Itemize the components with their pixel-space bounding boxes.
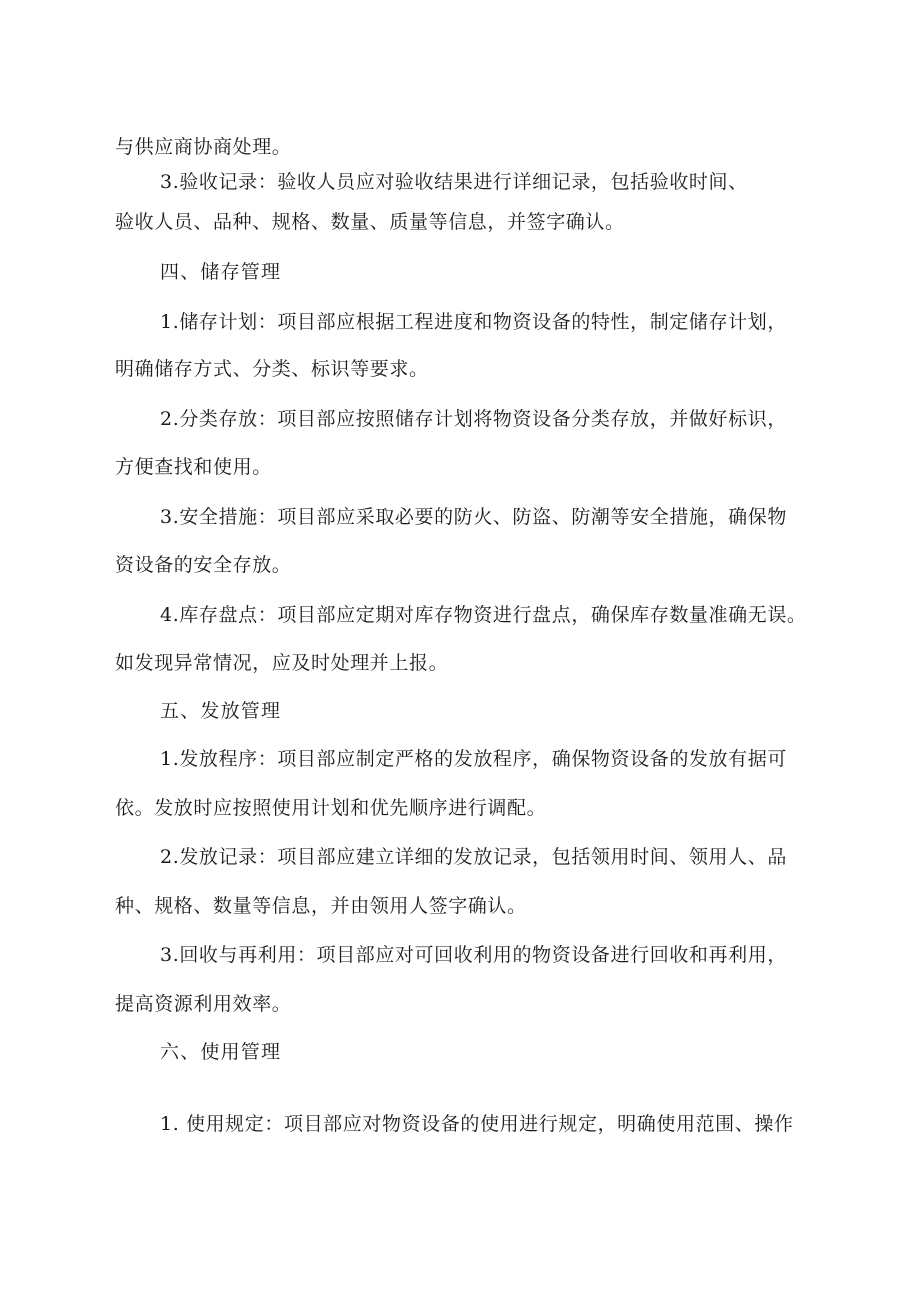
- paragraph-line: 1.储存计划：项目部应根据工程进度和物资设备的特性，制定储存计划，: [160, 311, 787, 333]
- paragraph-line: 1. 使用规定：项目部应对物资设备的使用进行规定，明确使用范围、操作: [160, 1113, 794, 1135]
- paragraph-line: 如发现异常情况，应及时处理并上报。: [115, 652, 449, 674]
- paragraph-line: 1.发放程序：项目部应制定严格的发放程序，确保物资设备的发放有据可: [160, 748, 787, 770]
- paragraph-line: 3.验收记录：验收人员应对验收结果进行详细记录，包括验收时间、: [160, 171, 748, 193]
- section-heading: 四、储存管理: [160, 261, 282, 283]
- paragraph-line: 2.发放记录：项目部应建立详细的发放记录，包括领用时间、领用人、品: [160, 846, 787, 868]
- paragraph-line: 3.安全措施：项目部应采取必要的防火、防盗、防潮等安全措施，确保物: [160, 506, 787, 528]
- paragraph-line: 验收人员、品种、规格、数量、质量等信息，并签字确认。: [115, 211, 625, 233]
- paragraph-line: 4.库存盘点：项目部应定期对库存物资进行盘点，确保库存数量准确无误。: [160, 604, 807, 626]
- paragraph-line: 3.回收与再利用：项目部应对可回收利用的物资设备进行回收和再利用，: [160, 944, 787, 966]
- paragraph-line: 明确储存方式、分类、标识等要求。: [115, 358, 429, 380]
- paragraph-line: 与供应商协商处理。: [115, 136, 292, 158]
- paragraph-line: 种、规格、数量等信息，并由领用人签字确认。: [115, 895, 527, 917]
- paragraph-line: 提高资源利用效率。: [115, 993, 292, 1015]
- section-heading: 五、发放管理: [160, 700, 282, 722]
- paragraph-line: 依。发放时应按照使用计划和优先顺序进行调配。: [115, 797, 547, 819]
- paragraph-line: 2.分类存放：项目部应按照储存计划将物资设备分类存放，并做好标识，: [160, 408, 787, 430]
- paragraph-line: 资设备的安全存放。: [115, 554, 292, 576]
- section-heading: 六、使用管理: [160, 1041, 282, 1063]
- paragraph-line: 方便查找和使用。: [115, 456, 272, 478]
